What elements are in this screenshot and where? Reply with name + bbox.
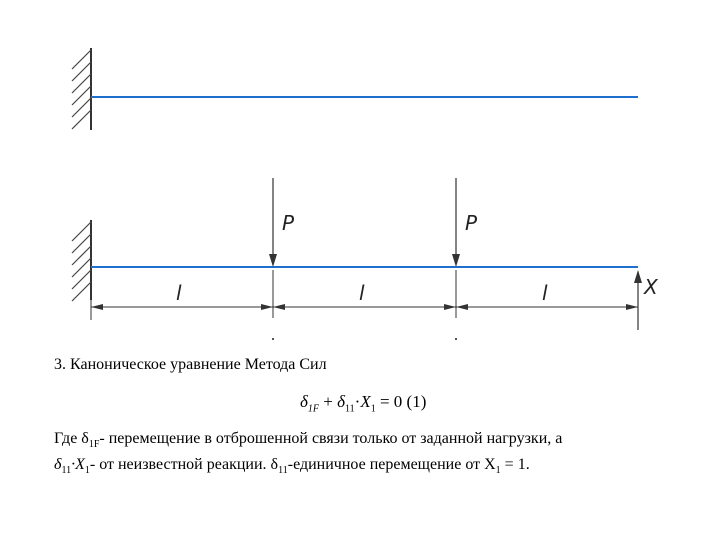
line2-dot-x: ·X	[71, 456, 85, 473]
line1-sub: 1F	[88, 439, 100, 451]
span-label-3: l	[542, 281, 548, 305]
line1-text-a: Где δ	[54, 430, 89, 447]
explanation-line-1	[54, 430, 562, 450]
eq-sub-3: 1	[370, 403, 376, 415]
canonical-equation	[300, 392, 426, 414]
eq-rest: = 0 (1)	[375, 392, 427, 411]
line2-text-c: -единичное перемещение от X	[287, 456, 496, 473]
explanation-line-2	[54, 456, 530, 476]
section-heading: 3. Каноническое уравнение Метода Сил	[54, 356, 327, 373]
eq-sub-1: 1F	[307, 403, 320, 415]
span-label-1: l	[176, 281, 182, 305]
line2-text-d: = 1.	[500, 456, 530, 473]
load-arrow-2	[452, 178, 460, 267]
eq-x: X	[360, 392, 371, 411]
line2-sub-3: 11	[278, 465, 288, 477]
line2-delta: δ	[54, 456, 62, 473]
extension-dots	[272, 338, 457, 340]
line1-text-b: - перемещение в отброшенной связи только от заданной нагрузки, а	[99, 430, 563, 447]
eq-delta-2: δ	[337, 392, 346, 411]
load-label-1: P	[282, 211, 295, 235]
eq-plus: +	[319, 392, 338, 411]
line2-text-b: - от неизвестной реакции. δ	[89, 456, 279, 473]
eq-delta-1: δ	[300, 392, 308, 411]
line2-sub-2: 1	[84, 465, 90, 477]
bottom-fixed-support	[72, 220, 91, 301]
eq-dot: ·	[354, 392, 361, 411]
top-fixed-support	[72, 48, 91, 130]
load-label-2: P	[465, 211, 478, 235]
line2-sub-1: 11	[61, 465, 72, 477]
eq-sub-2: 11	[345, 403, 355, 415]
line2-sub-4: 1	[495, 465, 501, 477]
reaction-label: X	[644, 275, 658, 299]
load-arrow-1	[269, 178, 277, 267]
span-label-2: l	[359, 281, 365, 305]
